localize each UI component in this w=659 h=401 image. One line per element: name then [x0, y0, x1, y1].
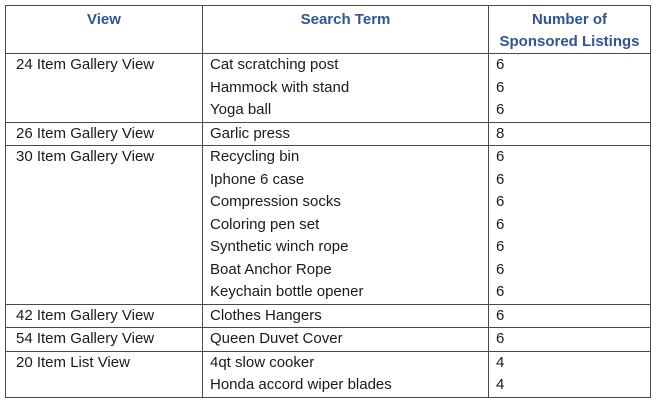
search-term-cell — [203, 54, 489, 123]
listings-count: 6 — [496, 260, 505, 278]
listings-count: 6 — [496, 238, 505, 255]
search-term: Iphone 6 case — [210, 170, 305, 188]
table-row — [6, 146, 651, 305]
search-term: Yoga ball — [210, 101, 272, 118]
search-term: Boat Anchor Rope — [210, 260, 332, 278]
listings-count-cell — [489, 122, 651, 146]
view-label: 20 Item List View — [16, 353, 130, 371]
header-sponsored-listings: Number of Sponsored Listings — [489, 6, 651, 54]
view-label: 54 Item Gallery View — [16, 330, 155, 347]
table-row — [6, 328, 651, 352]
view-label: 42 Item Gallery View — [16, 306, 155, 324]
view-cell — [6, 122, 203, 146]
listings-count-cell — [489, 146, 651, 305]
listings-count: 6 — [496, 148, 505, 165]
search-term-cell — [203, 304, 489, 328]
header-view: View — [6, 6, 203, 54]
listings-count-cell — [489, 351, 651, 397]
listings-count-cell — [489, 328, 651, 352]
search-term: Garlic press — [210, 124, 291, 142]
search-term: Hammock with stand — [210, 78, 350, 96]
listings-count: 6 — [496, 215, 505, 233]
listings-count: 4 — [496, 353, 505, 371]
search-term: Cat scratching post — [210, 56, 339, 73]
view-cell — [6, 54, 203, 123]
table-row — [6, 351, 651, 397]
listings-count: 6 — [496, 330, 505, 347]
listings-count: 6 — [496, 306, 505, 324]
search-term: 4qt slow cooker — [210, 353, 315, 371]
view-label: 24 Item Gallery View — [16, 56, 155, 73]
listings-count: 6 — [496, 56, 505, 73]
view-label: 30 Item Gallery View — [16, 148, 155, 165]
search-term: Keychain bottle opener — [210, 283, 364, 300]
listings-count: 4 — [496, 376, 505, 393]
header-search-term: Search Term — [203, 6, 489, 54]
search-term: Synthetic winch rope — [210, 238, 349, 255]
search-term: Clothes Hangers — [210, 306, 322, 324]
search-term: Honda accord wiper blades — [210, 376, 392, 393]
view-cell — [6, 146, 203, 305]
search-term-cell — [203, 328, 489, 352]
search-term-cell — [203, 146, 489, 305]
view-label: 26 Item Gallery View — [16, 124, 155, 142]
search-term: Compression socks — [210, 193, 341, 210]
header-row — [6, 6, 651, 54]
table-body — [6, 54, 651, 398]
listings-count: 6 — [496, 193, 505, 210]
listings-count: 8 — [496, 124, 505, 142]
table-row — [6, 304, 651, 328]
search-term: Queen Duvet Cover — [210, 330, 343, 347]
listings-count: 6 — [496, 101, 505, 118]
listings-count: 6 — [496, 170, 505, 188]
search-term-cell — [203, 351, 489, 397]
view-cell — [6, 304, 203, 328]
table-row — [6, 122, 651, 146]
listings-count-cell — [489, 304, 651, 328]
search-term: Coloring pen set — [210, 215, 320, 233]
table-row — [6, 54, 651, 123]
listings-count: 6 — [496, 283, 505, 300]
search-term-cell — [203, 122, 489, 146]
listings-count: 6 — [496, 78, 505, 96]
search-term: Recycling bin — [210, 148, 300, 165]
view-cell — [6, 328, 203, 352]
view-cell — [6, 351, 203, 397]
sponsored-listings-table — [5, 5, 651, 398]
listings-count-cell — [489, 54, 651, 123]
